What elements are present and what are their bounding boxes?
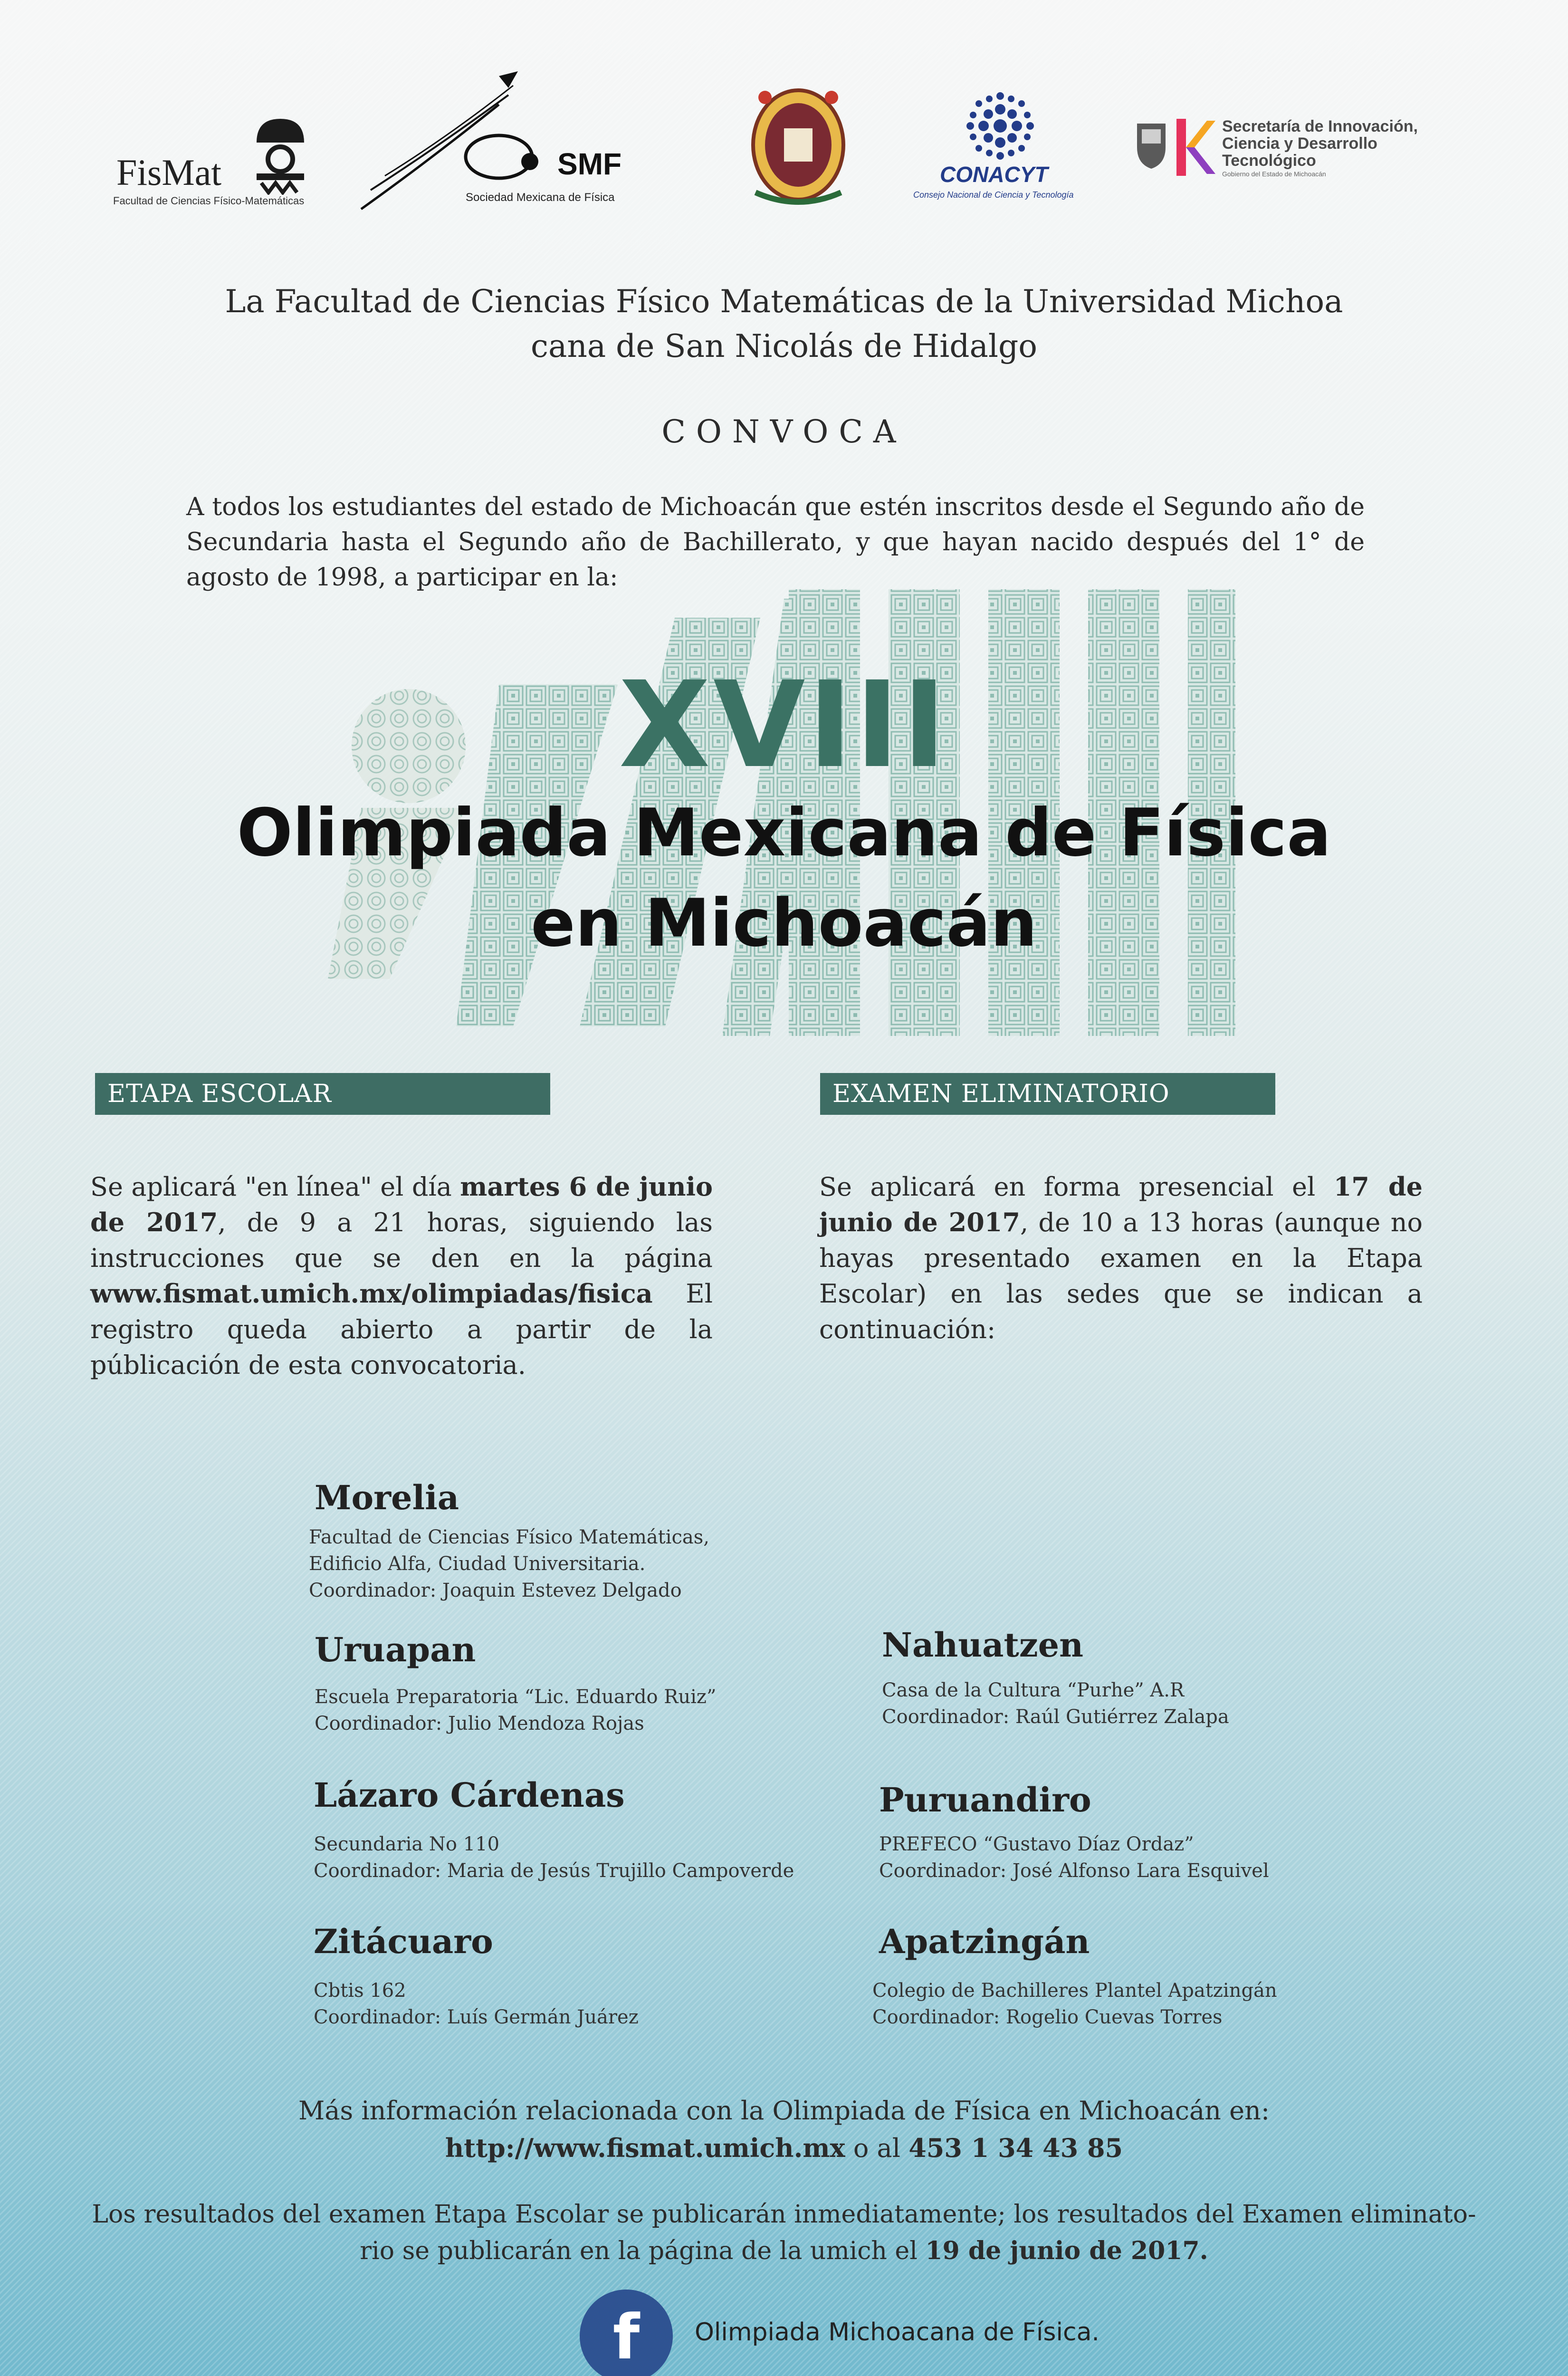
etapa-escolar-label: ETAPA ESCOLAR xyxy=(95,1073,550,1115)
results-line-2: rio se publicarán en la página de la umich el 19 de junio de 2017. xyxy=(360,2236,1208,2265)
venue-puruandiro: Puruandiro PREFECO “Gustavo Díaz Ordaz” Coordinador: José Alfonso Lara Esquivel xyxy=(879,1780,1269,1882)
etapa-escolar-date: martes 6 de junio de 2017 xyxy=(90,1171,713,1237)
conacyt-logo-subtitle: Consejo Nacional de Ciencia y Tecnología xyxy=(913,190,1074,200)
etapa-escolar-text: Se aplicará "en línea" el día martes 6 de junio de 2017, de 9 a 21 horas, siguiendo las instrucciones que se den en la página www.fismat.umich.mx/olimpiadas/fisica El registro queda abierto a partir de la públicación de esta convocatoria. xyxy=(90,1171,713,1380)
venue-name: Nahuatzen xyxy=(882,1625,1083,1665)
venue-uruapan: Uruapan Escuela Preparatoria “Lic. Eduardo Ruiz” Coordinador: Julio Mendoza Rojas xyxy=(315,1630,717,1734)
venue-name: Zitácuaro xyxy=(314,1922,493,1961)
smf-logo-word: SMF xyxy=(557,147,622,181)
event-title-line-2: en Michoacán xyxy=(531,885,1037,961)
venue-name: Lázaro Cárdenas xyxy=(314,1775,625,1815)
edition-numeral: XVIII xyxy=(619,656,949,794)
venue-name: Uruapan xyxy=(315,1630,476,1669)
phone-number: 453 1 34 43 85 xyxy=(908,2133,1123,2163)
convoca-heading: CONVOCA xyxy=(661,413,907,450)
smf-logo-subtitle: Sociedad Mexicana de Física xyxy=(466,191,615,204)
examen-eliminatorio-text: Se aplicará en forma presencial el 17 de junio de 2017, de 10 a 13 horas (aunque no hayas presentado examen en la Etapa Escolar) en las sedes que se indican a continuación: xyxy=(819,1171,1423,1344)
facebook-icon[interactable]: f xyxy=(580,2290,673,2376)
contact-line: http://www.fismat.umich.mx o al 453 1 34 43 85 xyxy=(445,2133,1123,2163)
more-info-text: Más información relacionada con la Olimpiada de Física en Michoacán en: xyxy=(298,2096,1270,2126)
venue-lazaro-cardenas: Lázaro Cárdenas Secundaria No 110 Coordinador: Maria de Jesús Trujillo Campoverde xyxy=(314,1775,794,1882)
results-date: 19 de junio de 2017. xyxy=(925,2236,1208,2265)
venue-zitacuaro: Zitácuaro Cbtis 162 Coordinador: Luís Germán Juárez xyxy=(314,1922,639,2028)
event-title-line-1: Olimpiada Mexicana de Física xyxy=(237,795,1331,871)
venue-nahuatzen: Nahuatzen Casa de la Cultura “Purhe” A.R Coordinador: Raúl Gutiérrez Zalapa xyxy=(882,1625,1229,1728)
invitation-paragraph: A todos los estudiantes del estado de Michoacán que estén inscritos desde el Segundo año de Secundaria hasta el Segundo año de Bachillerato, y que hayan nacido después del 1° de agosto de 1998, a participar en la: xyxy=(186,493,1365,592)
sicdet-logo-word: Secretaría de Innovación, Ciencia y Desarrollo Tecnológico xyxy=(1222,117,1418,170)
examen-eliminatorio-label: EXAMEN ELIMINATORIO xyxy=(820,1073,1275,1115)
venue-apatzingan: Apatzingán Colegio de Bachilleres Plantel Apatzingán Coordinador: Rogelio Cuevas Torres xyxy=(872,1922,1277,2028)
venue-name: Morelia xyxy=(315,1478,459,1517)
intro-line-2: cana de San Nicolás de Hidalgo xyxy=(531,328,1037,364)
venue-name: Apatzingán xyxy=(879,1922,1090,1961)
venue-morelia: Morelia Facultad de Ciencias Físico Matemáticas, Edificio Alfa, Ciudad Universitaria. Coordinador: Joaquin Estevez Delgado xyxy=(309,1478,709,1601)
fismat-url-link[interactable]: http://www.fismat.umich.mx xyxy=(445,2133,845,2163)
intro-line-1: La Facultad de Ciencias Físico Matemáticas de la Universidad Michoa xyxy=(225,283,1343,320)
fismat-logo-word: FisMat xyxy=(116,152,222,193)
examen-date: 17 de junio de 2017 xyxy=(819,1171,1423,1237)
sicdet-logo-subtitle: Gobierno del Estado de Michoacán xyxy=(1222,170,1326,178)
conacyt-logo-word: CONACYT xyxy=(940,162,1048,187)
results-line-1: Los resultados del examen Etapa Escolar se publicarán inmediatamente; los resultados del Examen eliminato- xyxy=(92,2200,1476,2229)
venue-name: Puruandiro xyxy=(879,1780,1091,1820)
olimpiada-website-link[interactable]: www.fismat.umich.mx/olimpiadas/fisica xyxy=(90,1278,653,1309)
fismat-logo-subtitle: Facultad de Ciencias Físico-Matemáticas xyxy=(113,195,305,207)
facebook-page-name[interactable]: Olimpiada Michoacana de Física. xyxy=(695,2318,1100,2347)
